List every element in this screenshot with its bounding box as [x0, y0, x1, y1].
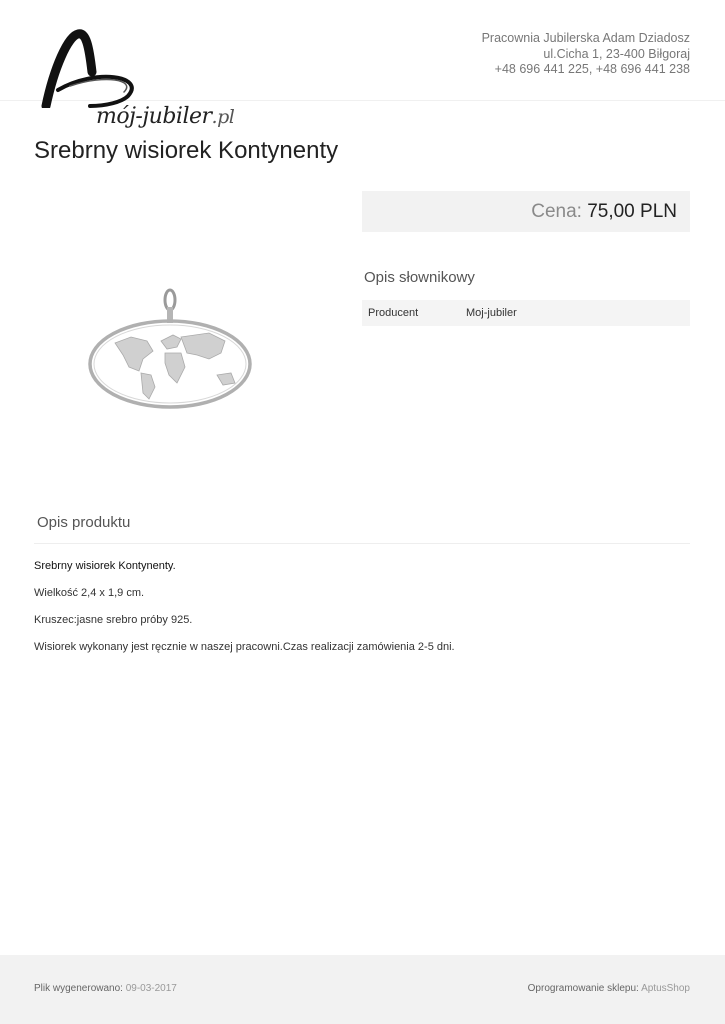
- description-title: Opis produktu: [37, 514, 131, 531]
- shop-logo[interactable]: [36, 28, 236, 136]
- page-footer: [0, 955, 725, 1024]
- software-label: Oprogramowanie sklepu:: [527, 983, 639, 994]
- logo-mark-icon: [36, 28, 236, 108]
- dictionary-key-producer: Producent: [368, 307, 419, 319]
- generated-label: Plik wygenerowano:: [34, 983, 123, 994]
- shop-info: [482, 31, 690, 78]
- price-label: Cena:: [531, 201, 582, 222]
- shop-address: ul.Cicha 1, 23-400 Biłgoraj: [543, 46, 690, 61]
- price-box: [362, 191, 690, 232]
- generated-date: 09-03-2017: [125, 983, 177, 994]
- product-image: [85, 275, 255, 420]
- dictionary-value-producer: Moj-jubiler: [466, 307, 517, 319]
- description-paragraph: Srebrny wisiorek Kontynenty.: [34, 560, 176, 572]
- shop-name: Pracownia Jubilerska Adam Dziadosz: [481, 31, 690, 45]
- description-paragraph: Wisiorek wykonany jest ręcznie w naszej pracowni.Czas realizacji zamówienia 2-5 dni.: [34, 641, 455, 653]
- product-title: Srebrny wisiorek Kontynenty: [34, 137, 339, 164]
- page-header: [0, 0, 725, 129]
- logo-text-tld: .pl: [211, 106, 235, 128]
- shop-phones: +48 696 441 225, +48 696 441 238: [494, 62, 690, 76]
- description-body: [34, 560, 690, 668]
- world-map-pendant-icon: [85, 275, 255, 415]
- software-info: [528, 983, 690, 994]
- generated-info: [34, 983, 177, 994]
- description-paragraph: Wielkość 2,4 x 1,9 cm.: [34, 587, 145, 599]
- description-divider: [34, 543, 690, 544]
- price-value: 75,00 PLN: [587, 201, 677, 222]
- software-link[interactable]: AptusShop: [641, 983, 690, 994]
- logo-text: [96, 104, 234, 129]
- logo-text-main: mój-jubiler: [96, 104, 212, 129]
- dictionary-table: [362, 300, 690, 326]
- description-paragraph: Kruszec:jasne srebro próby 925.: [34, 614, 193, 626]
- dictionary-title: Opis słownikowy: [364, 269, 475, 286]
